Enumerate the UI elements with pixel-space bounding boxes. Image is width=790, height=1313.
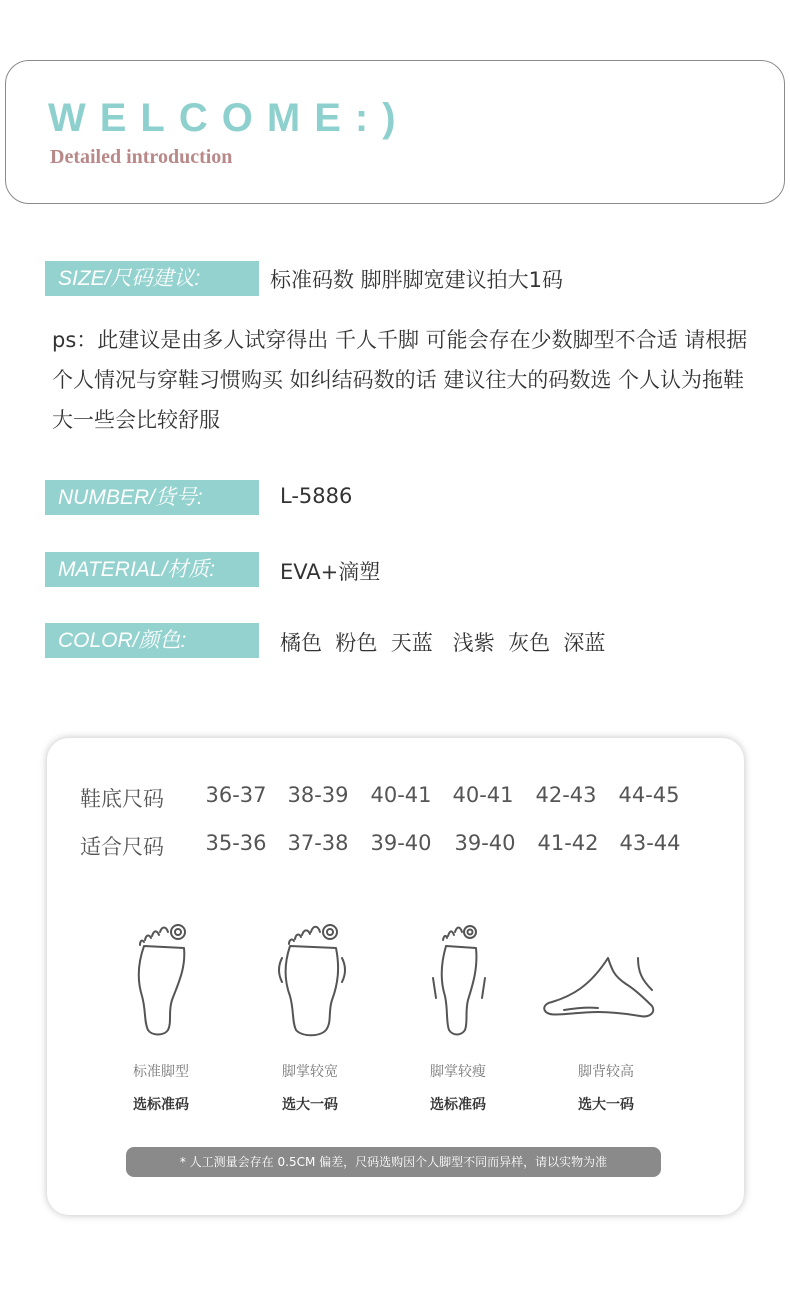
sole-size-cell: 38-39	[287, 783, 349, 807]
sole-size-cell: 44-45	[618, 783, 680, 807]
foot-advice-label: 选标准码	[133, 1097, 189, 1113]
size-value: 标准码数 脚胖脚宽建议拍大1码	[270, 268, 564, 292]
foot-type-label: 脚掌较宽	[282, 1064, 338, 1080]
material-tag: MATERIAL/材质:	[45, 552, 259, 587]
fit-size-label: 适合尺码	[80, 835, 164, 859]
measurement-note: * 人工测量会存在 0.5CM 偏差，尺码选购因个人脚型不同而异样，请以实物为准	[126, 1147, 661, 1177]
ps-note: ps：此建议是由多人试穿得出 千人千脚 可能会存在少数脚型不合适 请根据个人情况与穿鞋习惯购买 如纠结码数的话 建议往大的码数选 个人认为拖鞋大一些会比较舒服	[52, 328, 748, 432]
sole-size-cell: 40-41	[452, 783, 514, 807]
fit-size-cell: 41-42	[537, 831, 599, 855]
welcome-title: WELCOME:)	[48, 96, 410, 140]
size-tag: SIZE/尺码建议:	[45, 261, 259, 296]
wide-foot-icon	[276, 918, 348, 1038]
fit-size-cell: 39-40	[454, 831, 516, 855]
fit-size-cell: 43-44	[619, 831, 681, 855]
fit-size-cell: 39-40	[370, 831, 432, 855]
number-tag: NUMBER/货号:	[45, 480, 259, 515]
fit-size-cell: 37-38	[287, 831, 349, 855]
foot-type-label: 脚掌较瘦	[430, 1064, 486, 1080]
fit-size-cell: 35-36	[205, 831, 267, 855]
color-tag: COLOR/颜色:	[45, 623, 259, 658]
sole-size-cell: 40-41	[370, 783, 432, 807]
number-value: L-5886	[280, 484, 353, 508]
sole-size-label: 鞋底尺码	[80, 787, 164, 811]
foot-type-label: 脚背较高	[578, 1064, 634, 1080]
thin-foot-icon	[428, 918, 490, 1038]
high-instep-foot-icon	[542, 950, 662, 1024]
color-value: 橘色 粉色 天蓝 浅紫 灰色 深蓝	[280, 631, 606, 655]
sole-size-cell: 36-37	[205, 783, 267, 807]
foot-advice-label: 选标准码	[430, 1097, 486, 1113]
sole-size-cell: 42-43	[535, 783, 597, 807]
material-value: EVA+滴塑	[280, 560, 381, 584]
foot-type-label: 标准脚型	[133, 1064, 189, 1080]
welcome-subtitle: Detailed introduction	[50, 146, 233, 168]
foot-advice-label: 选大一码	[578, 1097, 634, 1113]
standard-foot-icon	[128, 918, 194, 1038]
foot-advice-label: 选大一码	[282, 1097, 338, 1113]
